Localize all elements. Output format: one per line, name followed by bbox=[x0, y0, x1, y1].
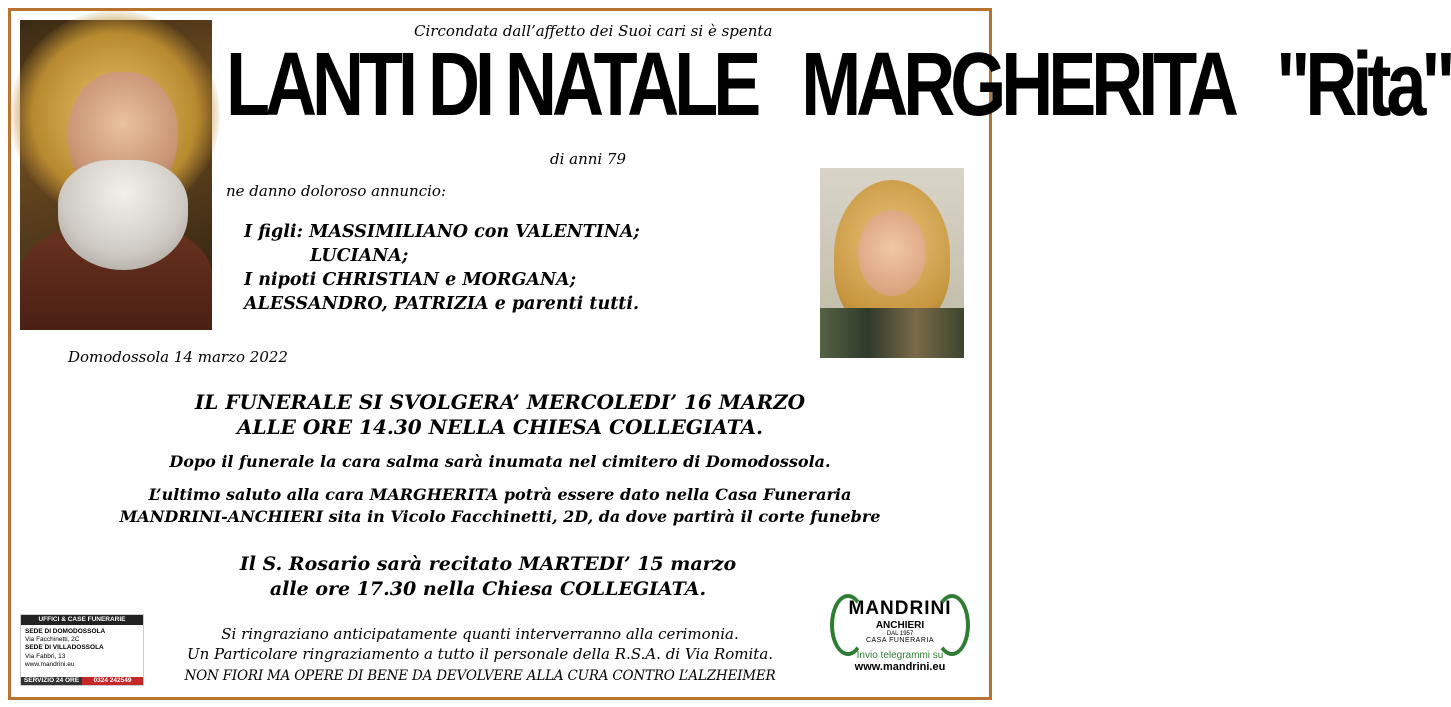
office-1: SEDE DI DOMODOSSOLA bbox=[25, 628, 106, 636]
thanks-text bbox=[150, 624, 810, 664]
laurel-right-icon bbox=[934, 594, 970, 656]
family-line: LUCIANA; bbox=[310, 246, 409, 266]
thanks-line: Si ringraziano anticipatamente quanti interverranno alla cerimonia. bbox=[221, 625, 739, 643]
service-24h: SERVIZIO 24 ORE bbox=[21, 677, 82, 685]
agency-card bbox=[20, 614, 144, 686]
last-greeting bbox=[0, 484, 1000, 528]
logo-kind: CASA FUNERARIA bbox=[865, 637, 935, 644]
family-line: I nipoti CHRISTIAN e MORGANA; bbox=[244, 270, 577, 290]
funeral-line: ALLE ORE 14.30 NELLA CHIESA COLLEGIATA. bbox=[237, 415, 763, 439]
greeting-line: L’ultimo saluto alla cara MARGHERITA potrà essere dato nella Casa Funeraria bbox=[148, 485, 852, 504]
logo-since: DAL 1957 bbox=[886, 631, 914, 637]
place-date: Domodossola 14 marzo 2022 bbox=[68, 348, 288, 366]
deceased-name: LANTI DI NATALE MARGHERITA "Rita" bbox=[226, 35, 1451, 135]
age-text: di anni 79 bbox=[550, 150, 627, 168]
agency-card-title: UFFICI & CASE FUNERARIE bbox=[21, 615, 143, 625]
logo-brand: MANDRINI bbox=[848, 598, 952, 619]
family-list bbox=[244, 220, 640, 316]
agency-phone: 0324 242549 bbox=[82, 677, 143, 685]
family-line: I figli: MASSIMILIANO con VALENTINA; bbox=[244, 222, 640, 242]
flowers-note: NON FIORI MA OPERE DI BENE DA DEVOLVERE ALLA CURA CONTRO L’ALZHEIMER bbox=[184, 668, 776, 684]
rosary-line: alle ore 17.30 nella Chiesa COLLEGIATA. bbox=[269, 578, 707, 600]
rosary-line: Il S. Rosario sarà recitato MARTEDI’ 15 marzo bbox=[239, 553, 737, 575]
logo-telegram: Invio telegrammi su bbox=[856, 650, 944, 661]
intro-text: Circondata dall’affetto dei Suoi cari si è spenta bbox=[414, 22, 773, 40]
funeral-announcement bbox=[0, 390, 1000, 440]
laurel-left-icon bbox=[830, 594, 866, 656]
family-line: ALESSANDRO, PATRIZIA e parenti tutti. bbox=[244, 294, 640, 314]
thanks-line: Un Particolare ringraziamento a tutto il personale della R.S.A. di Via Romita. bbox=[186, 645, 774, 663]
logo-site[interactable]: www.mandrini.eu bbox=[854, 661, 946, 673]
office-2-address: Via Fabbri, 13 bbox=[25, 652, 66, 660]
office-2: SEDE DI VILLADOSSOLA bbox=[25, 644, 104, 652]
greeting-line: MANDRINI-ANCHIERI sita in Vicolo Facchinetti, 2D, da dove partirà il corte funebre bbox=[119, 507, 881, 526]
office-1-address: Via Facchinetti, 2C bbox=[25, 636, 80, 644]
mandrini-logo bbox=[820, 590, 980, 690]
padre-pio-portrait bbox=[20, 20, 212, 322]
funeral-line: IL FUNERALE SI SVOLGERA’ MERCOLEDI’ 16 MARZO bbox=[194, 390, 806, 414]
deceased-photo bbox=[820, 168, 964, 354]
burial-text: Dopo il funerale la cara salma sarà inumata nel cimitero di Domodossola. bbox=[169, 452, 831, 471]
logo-sub: ANCHIERI bbox=[875, 620, 925, 631]
announce-text: ne danno doloroso annuncio: bbox=[226, 182, 446, 200]
agency-web: www.mandrini.eu bbox=[25, 660, 75, 668]
